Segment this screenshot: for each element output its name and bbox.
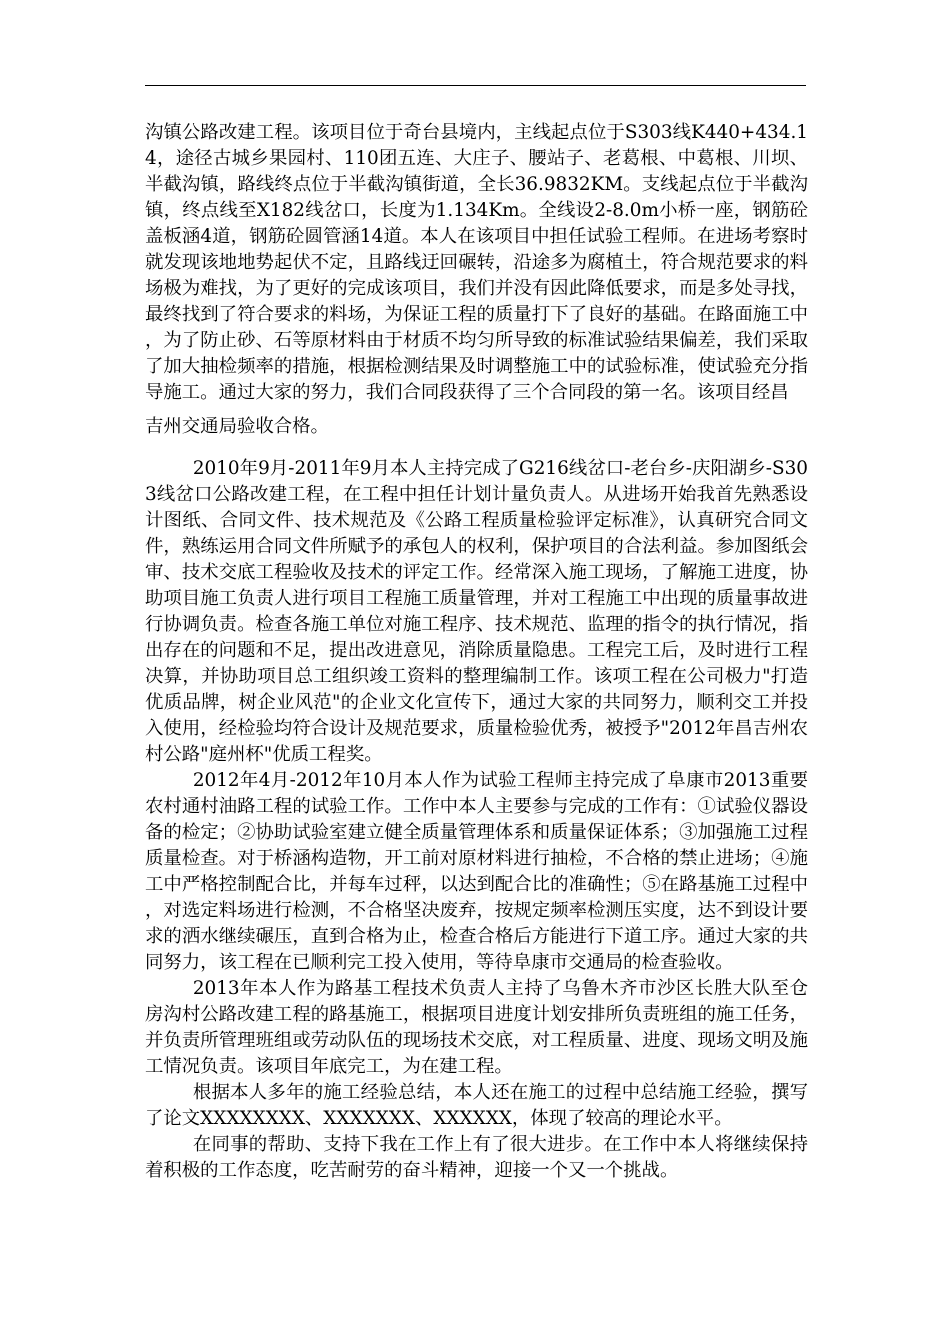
paragraph-fukang-project: 2012年4月-2012年10月本人作为试验工程师主持完成了阜康市2013重要农村通村油路工程的试验工作。工作中本人主要参与完成的工作有：①试验仪器设备的检定；②协助试验室建立健全质量管理体系和质量保证体系；③加强施工过程质量检查。对于桥涵构造物，开工前对原材料进行抽检，不合格的禁止进场；④施工中严格控制配合比，并每车过秤，以达到配合比的准确性；⑤在路基施工过程中，对选定料场进行检测，不合格坚决废弃，按规定频率检测压实度，达不到设计要求的洒水继续碾压，直到合格为止，检查合格后方能进行下道工序。通过大家的共同努力，该工程在已顺利完工投入使用，等待阜康市交通局的检查验收。 <box>145 770 808 973</box>
paragraph-g216-project: 2010年9月-2011年9月本人主持完成了G216线岔口-老台乡-庆阳湖乡-S303线岔口公路改建工程，在工程中担任计划计量负责人。从进场开始我首先熟悉设计图纸、合同文件、技术规范及《公路工程质量检验评定标准》，认真研究合同文件，熟练运用合同文件所赋予的承包人的权利，保护项目的合法利益。参加图纸会审、技术交底工程验收及技术的评定工作。经常深入施工现场，了解施工进度，协助项目施工负责人进行项目工程施工质量管理，并对工程施工中出现的质量事故进行协调负责。检查各施工单位对施工程序、技术规范、监理的指令的执行情况，指出存在的问题和不足，提出改进意见，消除质量隐患。工程完工后，及时进行工程决算，并协助项目总工组织竣工资料的整理编制工作。该项工程在公司极力"打造优质品牌，树企业风范"的企业文化宣传下，通过大家的共同努力，顺利交工并投入使用，经检验均符合设计及规范要求，质量检验优秀，被授予"2012年昌吉州农村公路"庭州杯"优质工程奖。 <box>145 458 808 765</box>
document-body <box>145 120 808 1184</box>
paragraph-project-description: 沟镇公路改建工程。该项目位于奇台县境内，主线起点位于S303线K440+434.14，途径古城乡果园村、110团五连、大庄子、腰站子、老葛根、中葛根、川坝、半截沟镇，路线终点位于半截沟镇街道，全长36.9832KM。支线起点位于半截沟镇，终点线至X182线岔口，长度为1.134Km。全线设2-8.0m小桥一座，钢筋砼盖板涵4道，钢筋砼圆管涵14道。本人在该项目中担任试验工程师。在进场考察时就发现该地地势起伏不定，且路线迂回碾转，沿途多为腐植土，符合规范要求的料场极为难找，为了更好的完成该项目，我们并没有因此降低要求，而是多处寻找，最终找到了符合要求的料场，为保证工程的质量打下了良好的基础。在路面施工中，为了防止砂、石等原材料由于材质不均匀所导致的标准试验结果偏差，我们采取了加大抽检频率的措施，根据检测结果及时调整施工中的试验标准，使试验充分指导施工。通过大家的努力，我们合同段获得了三个合同段的第一名。该项目经昌 <box>145 122 808 403</box>
paragraph-urumqi-project: 2013年本人作为路基工程技术负责人主持了乌鲁木齐市沙区长胜大队至仓房沟村公路改建工程的路基施工，根据项目进度计划安排所负责班组的施工任务，并负责所管理班组或劳动队伍的现场技术交底，对工程质量、进度、现场文明及施工情况负责。该项目年底完工，为在建工程。 <box>145 978 808 1077</box>
paragraph-paper-summary: 根据本人多年的施工经验总结，本人还在施工的过程中总结施工经验，撰写了论文XXXXXXXX、XXXXXXX、XXXXXX，体现了较高的理论水平。 <box>145 1082 808 1129</box>
paragraph-project-acceptance: 吉州交通局验收合格。 <box>145 416 329 437</box>
paragraph-closing: 在同事的帮助、支持下我在工作上有了很大进步。在工作中本人将继续保持着积极的工作态度，吃苦耐劳的奋斗精神，迎接一个又一个挑战。 <box>145 1134 808 1181</box>
header-rule <box>145 85 806 86</box>
